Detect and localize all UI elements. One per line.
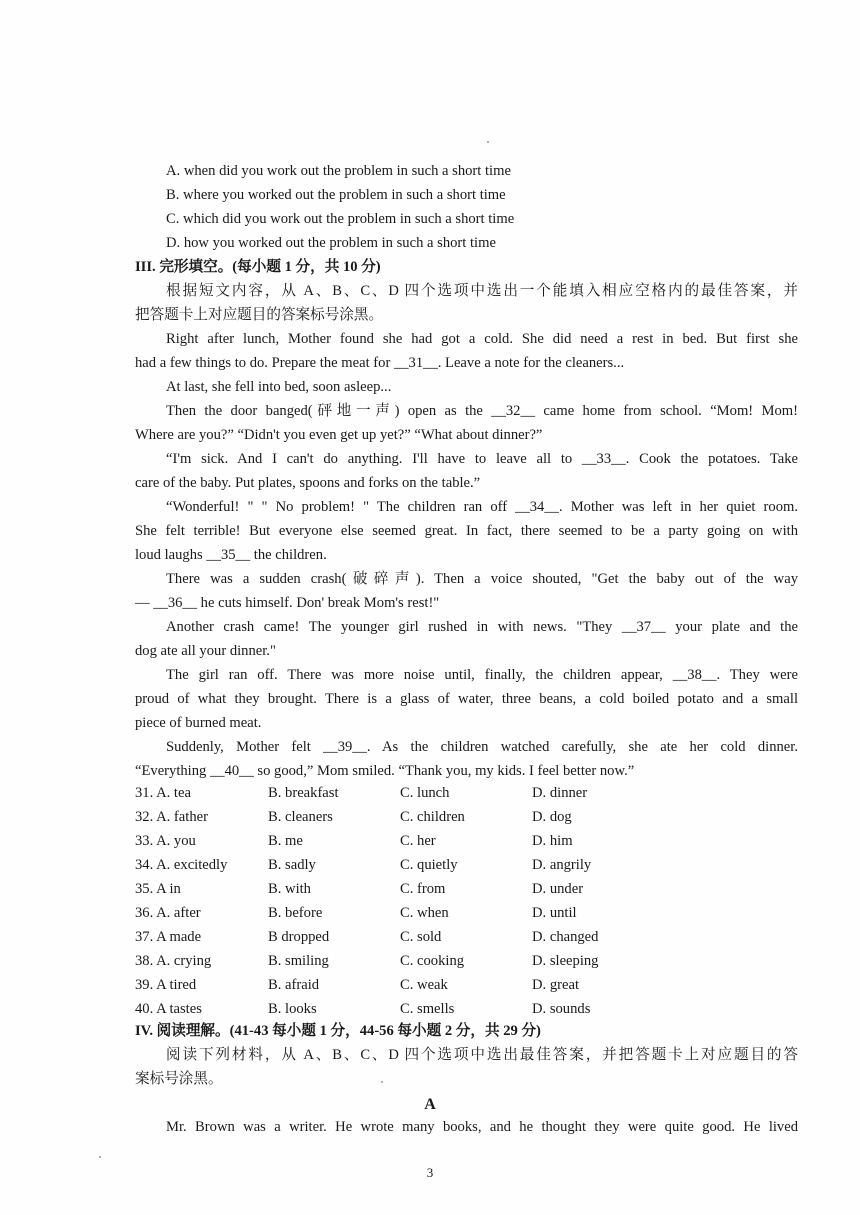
passage-line: Right after lunch, Mother found she had got a cold. She did need a rest in bed. But first she xyxy=(166,331,798,347)
choice-c: C. her xyxy=(400,833,436,849)
passage-line: had a few things to do. Prepare the meat for __31__. Leave a note for the cleaners... xyxy=(135,355,625,371)
passage-label: A xyxy=(424,1096,436,1113)
passage-line: — __36__ he cuts himself. Don' break Mom's rest!" xyxy=(135,595,440,611)
choice-d: D. under xyxy=(532,881,584,897)
choice-a: 34. A. excitedly xyxy=(135,857,228,873)
option-a: A. when did you work out the problem in such a short time xyxy=(166,163,511,179)
choice-d: D. changed xyxy=(532,929,599,945)
choice-c: C. cooking xyxy=(400,953,465,969)
scan-speck xyxy=(487,141,489,143)
choice-b: B. cleaners xyxy=(268,809,333,825)
choice-a: 31. A. tea xyxy=(135,785,191,801)
scan-speck xyxy=(381,1081,383,1083)
passage-line: The girl ran off. There was more noise until, finally, the children appear, __38__. They were xyxy=(166,667,798,683)
choice-c: C. children xyxy=(400,809,465,825)
instruction-line: 根据短文内容，从 A、B、C、D 四个选项中选出一个能填入相应空格内的最佳答案，并 xyxy=(166,283,798,299)
choice-d: D. sleeping xyxy=(532,953,599,969)
instruction-line: 阅读下列材料，从 A、B、C、D 四个选项中选出最佳答案，并把答题卡上对应题目的答 xyxy=(166,1047,798,1063)
choice-c: C. lunch xyxy=(400,785,450,801)
passage-line: There was a sudden crash(破碎声). Then a voice shouted, "Get the baby out of the way xyxy=(166,571,798,587)
choice-a: 33. A. you xyxy=(135,833,196,849)
passage-line: proud of what they brought. There is a glass of water, three beans, a cold boiled potato and a small xyxy=(135,691,798,707)
choice-c: C. weak xyxy=(400,977,448,993)
instruction-line: 把答题卡上对应题目的答案标号涂黑。 xyxy=(135,307,384,323)
passage-line: care of the baby. Put plates, spoons and forks on the table.” xyxy=(135,475,481,491)
passage-line: loud laughs __35__ the children. xyxy=(135,547,327,563)
choice-b: B. smiling xyxy=(268,953,329,969)
choice-d: D. dog xyxy=(532,809,572,825)
choice-d: D. dinner xyxy=(532,785,588,801)
passage-line: Suddenly, Mother felt __39__. As the children watched carefully, she ate her cold dinner. xyxy=(166,739,798,755)
passage-line: At last, she fell into bed, soon asleep... xyxy=(166,379,392,395)
passage-line: Another crash came! The younger girl rushed in with news. "They __37__ your plate and the xyxy=(166,619,798,635)
option-d: D. how you worked out the problem in such a short time xyxy=(166,235,496,251)
choice-a: 32. A. father xyxy=(135,809,208,825)
passage-line: “Everything __40__ so good,” Mom smiled. “Thank you, my kids. I feel better now.” xyxy=(135,763,635,779)
choice-c: C. smells xyxy=(400,1001,455,1017)
choice-d: D. until xyxy=(532,905,577,921)
choice-d: D. sounds xyxy=(532,1001,591,1017)
choice-d: D. great xyxy=(532,977,580,993)
choice-b: B. looks xyxy=(268,1001,317,1017)
choice-b: B. with xyxy=(268,881,311,897)
page-number: 3 xyxy=(426,1165,434,1180)
choice-a: 37. A made xyxy=(135,929,202,945)
choice-a: 40. A tastes xyxy=(135,1001,202,1017)
passage-line: She felt terrible! But everyone else seemed great. In fact, there seemed to be a party going on with xyxy=(135,523,798,539)
choice-a: 39. A tired xyxy=(135,977,197,993)
choice-c: C. when xyxy=(400,905,449,921)
passage-line: dog ate all your dinner." xyxy=(135,643,276,659)
passage-line: Where are you?” “Didn't you even get up yet?” “What about dinner?” xyxy=(135,427,543,443)
instruction-line: 案标号涂黑。 xyxy=(135,1071,223,1087)
choice-d: D. him xyxy=(532,833,573,849)
passage-line: Mr. Brown was a writer. He wrote many books, and he thought they were quite good. He lived xyxy=(166,1119,798,1135)
choice-c: C. from xyxy=(400,881,446,897)
choice-a: 35. A in xyxy=(135,881,181,897)
choice-b: B. sadly xyxy=(268,857,316,873)
choice-b: B dropped xyxy=(268,929,330,945)
choice-b: B. afraid xyxy=(268,977,320,993)
passage-line: “I'm sick. And I can't do anything. I'll have to leave all to __33__. Cook the potatoes. Take xyxy=(166,451,798,467)
section-heading: III. 完形填空。(每小题 1 分，共 10 分) xyxy=(135,259,381,275)
choice-b: B. before xyxy=(268,905,323,921)
passage-line: piece of burned meat. xyxy=(135,715,262,731)
passage-line: “Wonderful! " " No problem! " The children ran off __34__. Mother was left in her quiet room. xyxy=(166,499,798,515)
choice-b: B. breakfast xyxy=(268,785,339,801)
choice-a: 36. A. after xyxy=(135,905,201,921)
scan-speck xyxy=(99,1156,101,1158)
choice-c: C. sold xyxy=(400,929,442,945)
choice-d: D. angrily xyxy=(532,857,592,873)
option-c: C. which did you work out the problem in such a short time xyxy=(166,211,515,227)
choice-a: 38. A. crying xyxy=(135,953,212,969)
section-heading: IV. 阅读理解。(41-43 每小题 1 分，44-56 每小题 2 分，共 29 分) xyxy=(135,1023,541,1039)
option-b: B. where you worked out the problem in such a short time xyxy=(166,187,506,203)
passage-line: Then the door banged(砰地一声) open as the __32__ came home from school. “Mom! Mom! xyxy=(166,403,798,419)
choice-c: C. quietly xyxy=(400,857,458,873)
choice-b: B. me xyxy=(268,833,303,849)
